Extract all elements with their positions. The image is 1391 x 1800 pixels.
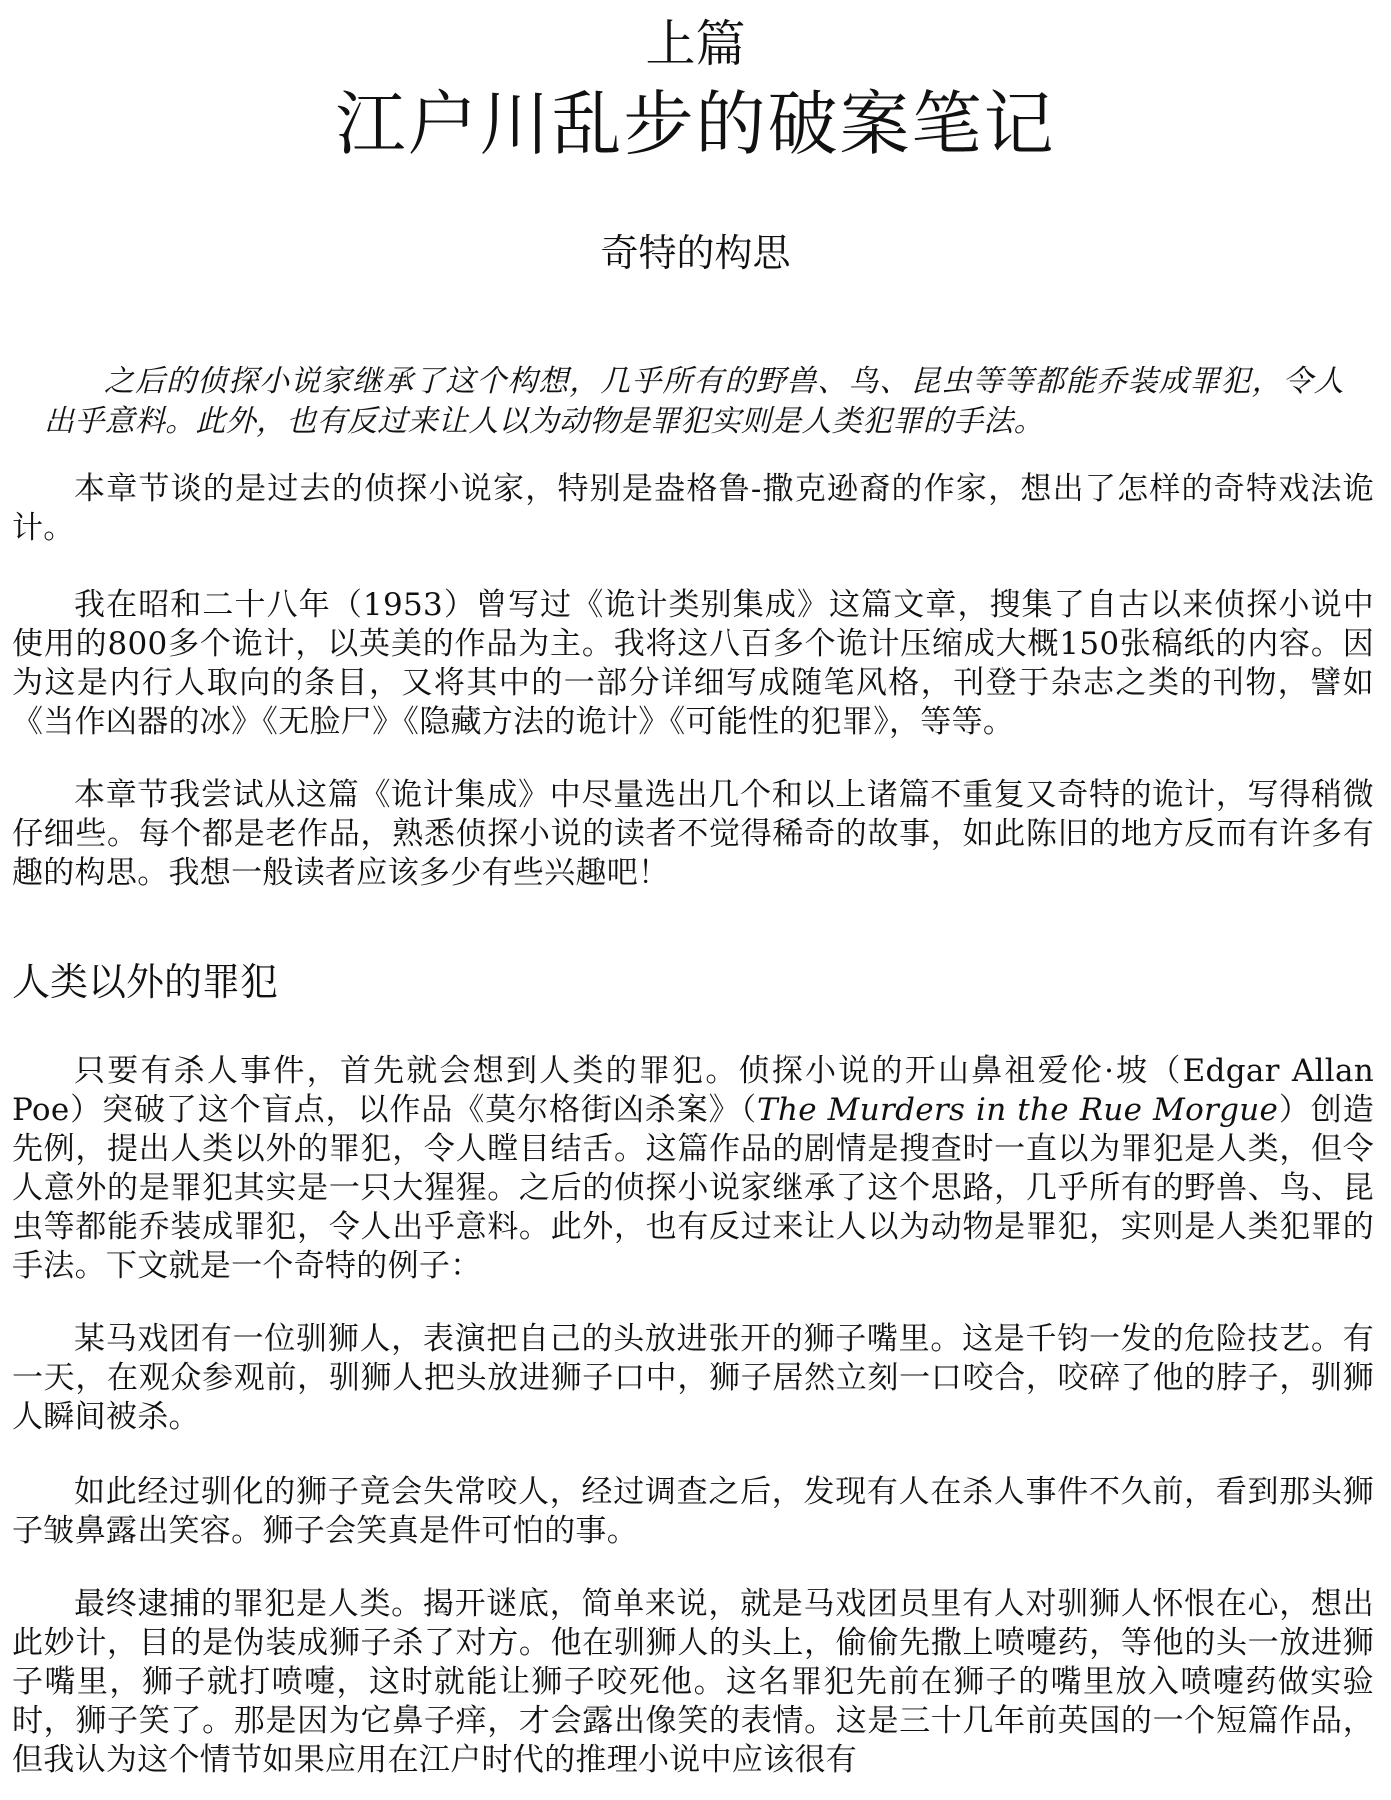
intro-paragraph-4: 本章节我尝试从这篇《诡计集成》中尽量选出几个和以上诸篇不重复又奇特的诡计，写得稍微仔细些。每个都是老作品，熟悉侦探小说的读者不觉得稀奇的故事，如此陈旧的地方反而有许多有趣的构思。我想一般读者应该多少有些兴趣吧！	[12, 777, 1374, 891]
section-paragraph-4: 最终逮捕的罪犯是人类。揭开谜底，简单来说，就是马戏团员里有人对驯狮人怀恨在心，想出此妙计，目的是伪装成狮子杀了对方。他在驯狮人的头上，偷偷先撒上喷嚏药，等他的头一放进狮子嘴里，狮子就打喷嚏，这时就能让狮子咬死他。这名罪犯先前在狮子的嘴里放入喷嚏药做实验时，狮子笑了。那是因为它鼻子痒，才会露出像笑的表情。这是三十几年前英国的一个短篇作品，但我认为这个情节如果应用在江户时代的推理小说中应该很有	[12, 1586, 1374, 1778]
paragraph-text: 只要有杀人事件，首先就会想到人类的罪犯。侦探小说的开山鼻祖爱伦·坡（Edgar Allan Poe）突破了这个盲点，以作品《莫尔格街凶杀案》（	[12, 1053, 1374, 1128]
section-paragraph-2: 某马戏团有一位驯狮人，表演把自己的头放进张开的狮子嘴里。这是千钧一发的危险技艺。有一天，在观众参观前，驯狮人把头放进狮子口中，狮子居然立刻一口咬合，咬碎了他的脖子，驯狮人瞬间被杀。	[12, 1321, 1374, 1435]
book-title: 江户川乱步的破案笔记	[335, 83, 1056, 165]
intro-paragraph-2: 本章节谈的是过去的侦探小说家，特别是盎格鲁-撒克逊裔的作家，想出了怎样的奇特戏法诡计。	[12, 471, 1374, 546]
intro-paragraph-3: 我在昭和二十八年（1953）曾写过《诡计类别集成》这篇文章，搜集了自古以来侦探小说中使用的800多个诡计，以英美的作品为主。我将这八百多个诡计压缩成大概150张稿纸的内容。因为这是内行人取向的条目，又将其中的一部分详细写成随笔风格，刊登于杂志之类的刊物，譬如《当作凶器的冰》《无脸尸》《隐藏方法的诡计》《可能性的犯罪》，等等。	[12, 587, 1374, 740]
paragraph-text: ）创造先例，提出人类以外的罪犯，令人瞠目结舌。这篇作品的剧情是搜查时一直以为罪犯是人类，但令人意外的是罪犯其实是一只大猩猩。之后的侦探小说家继承了这个思路，几乎所有的野兽、鸟、昆虫等都能乔装成罪犯，令人出乎意料。此外，也有反过来让人以为动物是罪犯，实则是人类犯罪的手法。下文就是一个奇特的例子：	[12, 1092, 1374, 1284]
english-book-title: The Murders in the Rue Morgue	[757, 1092, 1279, 1128]
part-label: 上篇	[645, 15, 746, 73]
section-title: 人类以外的罪犯	[12, 960, 279, 1004]
chapter-title: 奇特的构思	[600, 231, 791, 275]
section-paragraph-1	[12, 1052, 1374, 1286]
intro-paragraph-1: 之后的侦探小说家继承了这个构想，几乎所有的野兽、鸟、昆虫等等都能乔装成罪犯，令人出乎意料。此外，也有反过来让人以为动物是罪犯实则是人类犯罪的手法。	[44, 364, 1344, 439]
section-paragraph-3: 如此经过驯化的狮子竟会失常咬人，经过调查之后，发现有人在杀人事件不久前，看到那头狮子皱鼻露出笑容。狮子会笑真是件可怕的事。	[12, 1474, 1374, 1549]
